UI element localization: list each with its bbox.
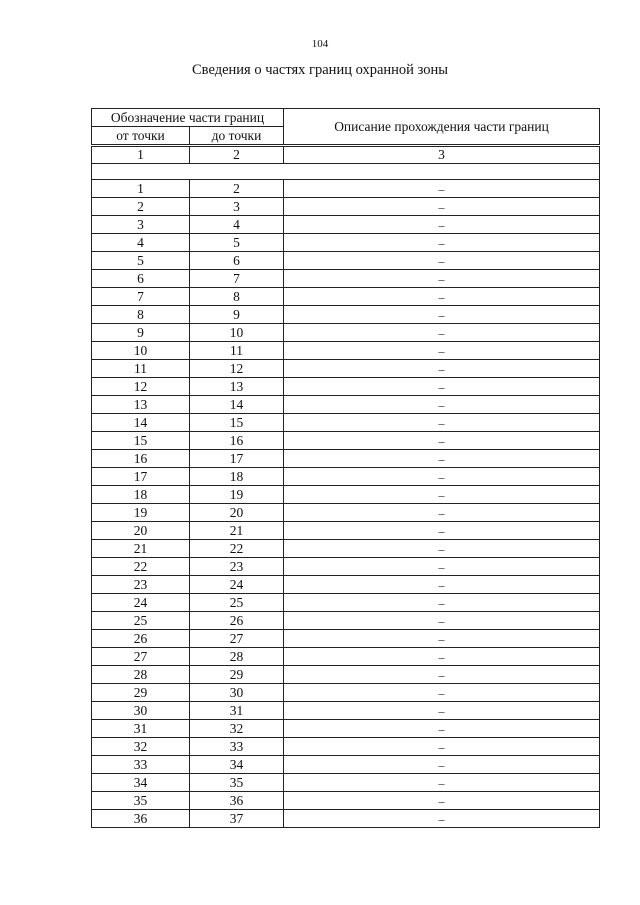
table-row [92, 360, 600, 378]
table-row [92, 738, 600, 756]
cell-from-point: 20 [92, 522, 190, 540]
table-row [92, 522, 600, 540]
table-row [92, 702, 600, 720]
table-row [92, 558, 600, 576]
cell-to-point: 33 [190, 738, 284, 756]
column-number-2: 2 [190, 146, 284, 164]
cell-from-point: 24 [92, 594, 190, 612]
cell-description: – [284, 378, 600, 396]
table-row [92, 720, 600, 738]
cell-to-point: 21 [190, 522, 284, 540]
cell-description: – [284, 522, 600, 540]
cell-from-point: 14 [92, 414, 190, 432]
cell-description: – [284, 504, 600, 522]
cell-to-point: 7 [190, 270, 284, 288]
table-row [92, 288, 600, 306]
cell-to-point: 4 [190, 216, 284, 234]
cell-description: – [284, 198, 600, 216]
cell-description: – [284, 792, 600, 810]
table-row [92, 396, 600, 414]
cell-description: – [284, 630, 600, 648]
cell-description: – [284, 486, 600, 504]
cell-description: – [284, 414, 600, 432]
cell-to-point: 9 [190, 306, 284, 324]
cell-to-point: 27 [190, 630, 284, 648]
page-number: 104 [311, 38, 329, 50]
cell-from-point: 6 [92, 270, 190, 288]
cell-description: – [284, 612, 600, 630]
table-row [92, 684, 600, 702]
cell-description: – [284, 738, 600, 756]
spacer-cell [92, 164, 600, 180]
cell-to-point: 32 [190, 720, 284, 738]
cell-from-point: 4 [92, 234, 190, 252]
table-row [92, 756, 600, 774]
cell-description: – [284, 756, 600, 774]
cell-from-point: 28 [92, 666, 190, 684]
cell-description: – [284, 720, 600, 738]
cell-description: – [284, 306, 600, 324]
boundary-parts-table [91, 108, 600, 828]
cell-description: – [284, 810, 600, 828]
cell-description: – [284, 396, 600, 414]
cell-to-point: 5 [190, 234, 284, 252]
cell-to-point: 2 [190, 180, 284, 198]
cell-to-point: 12 [190, 360, 284, 378]
cell-to-point: 28 [190, 648, 284, 666]
table-row [92, 234, 600, 252]
cell-to-point: 30 [190, 684, 284, 702]
cell-description: – [284, 468, 600, 486]
cell-to-point: 11 [190, 342, 284, 360]
cell-to-point: 13 [190, 378, 284, 396]
cell-description: – [284, 684, 600, 702]
table-row [92, 576, 600, 594]
cell-description: – [284, 360, 600, 378]
column-numbering-row [92, 146, 600, 164]
column-number-1: 1 [92, 146, 190, 164]
cell-description: – [284, 234, 600, 252]
cell-from-point: 22 [92, 558, 190, 576]
cell-from-point: 21 [92, 540, 190, 558]
cell-description: – [284, 432, 600, 450]
cell-from-point: 17 [92, 468, 190, 486]
cell-to-point: 18 [190, 468, 284, 486]
table-row [92, 306, 600, 324]
cell-from-point: 18 [92, 486, 190, 504]
table-row [92, 342, 600, 360]
table-row [92, 252, 600, 270]
table-row [92, 810, 600, 828]
cell-from-point: 19 [92, 504, 190, 522]
cell-from-point: 25 [92, 612, 190, 630]
cell-description: – [284, 180, 600, 198]
table-row [92, 612, 600, 630]
table-header-row [92, 109, 600, 127]
cell-from-point: 26 [92, 630, 190, 648]
cell-description: – [284, 252, 600, 270]
header-to-point: до точки [190, 127, 284, 146]
cell-to-point: 29 [190, 666, 284, 684]
table-row [92, 450, 600, 468]
table-row [92, 414, 600, 432]
cell-to-point: 6 [190, 252, 284, 270]
cell-from-point: 30 [92, 702, 190, 720]
cell-to-point: 14 [190, 396, 284, 414]
cell-description: – [284, 576, 600, 594]
cell-from-point: 2 [92, 198, 190, 216]
cell-from-point: 13 [92, 396, 190, 414]
header-from-point: от точки [92, 127, 190, 146]
column-number-3: 3 [284, 146, 600, 164]
cell-to-point: 8 [190, 288, 284, 306]
cell-from-point: 34 [92, 774, 190, 792]
cell-to-point: 31 [190, 702, 284, 720]
cell-from-point: 10 [92, 342, 190, 360]
table-row [92, 198, 600, 216]
cell-to-point: 17 [190, 450, 284, 468]
table-row [92, 324, 600, 342]
document-title: Сведения о частях границ охранной зоны [192, 62, 448, 78]
cell-description: – [284, 342, 600, 360]
cell-from-point: 12 [92, 378, 190, 396]
cell-from-point: 5 [92, 252, 190, 270]
cell-from-point: 1 [92, 180, 190, 198]
cell-description: – [284, 324, 600, 342]
cell-to-point: 15 [190, 414, 284, 432]
table-row [92, 270, 600, 288]
table-row [92, 468, 600, 486]
cell-from-point: 3 [92, 216, 190, 234]
cell-description: – [284, 540, 600, 558]
cell-to-point: 19 [190, 486, 284, 504]
table-row [92, 378, 600, 396]
cell-to-point: 34 [190, 756, 284, 774]
cell-to-point: 24 [190, 576, 284, 594]
table-row [92, 540, 600, 558]
header-boundary-description: Описание прохождения части границ [284, 109, 600, 146]
table-row [92, 504, 600, 522]
cell-to-point: 36 [190, 792, 284, 810]
cell-from-point: 15 [92, 432, 190, 450]
cell-description: – [284, 774, 600, 792]
cell-description: – [284, 558, 600, 576]
cell-description: – [284, 648, 600, 666]
cell-from-point: 7 [92, 288, 190, 306]
cell-from-point: 29 [92, 684, 190, 702]
cell-from-point: 33 [92, 756, 190, 774]
cell-to-point: 22 [190, 540, 284, 558]
header-boundary-designation: Обозначение части границ [92, 109, 284, 127]
cell-from-point: 32 [92, 738, 190, 756]
table-row [92, 594, 600, 612]
cell-description: – [284, 270, 600, 288]
cell-from-point: 11 [92, 360, 190, 378]
cell-description: – [284, 216, 600, 234]
cell-to-point: 16 [190, 432, 284, 450]
cell-from-point: 36 [92, 810, 190, 828]
table-row [92, 648, 600, 666]
cell-from-point: 35 [92, 792, 190, 810]
table-row [92, 630, 600, 648]
cell-to-point: 25 [190, 594, 284, 612]
table-row [92, 432, 600, 450]
cell-description: – [284, 288, 600, 306]
cell-from-point: 27 [92, 648, 190, 666]
cell-description: – [284, 666, 600, 684]
cell-description: – [284, 450, 600, 468]
cell-from-point: 31 [92, 720, 190, 738]
spacer-row [92, 164, 600, 180]
cell-from-point: 9 [92, 324, 190, 342]
table-row [92, 774, 600, 792]
cell-description: – [284, 594, 600, 612]
cell-to-point: 23 [190, 558, 284, 576]
cell-from-point: 23 [92, 576, 190, 594]
cell-from-point: 16 [92, 450, 190, 468]
table-row [92, 792, 600, 810]
cell-description: – [284, 702, 600, 720]
cell-from-point: 8 [92, 306, 190, 324]
table-row [92, 216, 600, 234]
cell-to-point: 10 [190, 324, 284, 342]
table-row [92, 486, 600, 504]
cell-to-point: 37 [190, 810, 284, 828]
cell-to-point: 20 [190, 504, 284, 522]
cell-to-point: 3 [190, 198, 284, 216]
table-row [92, 180, 600, 198]
cell-to-point: 26 [190, 612, 284, 630]
table-row [92, 666, 600, 684]
cell-to-point: 35 [190, 774, 284, 792]
